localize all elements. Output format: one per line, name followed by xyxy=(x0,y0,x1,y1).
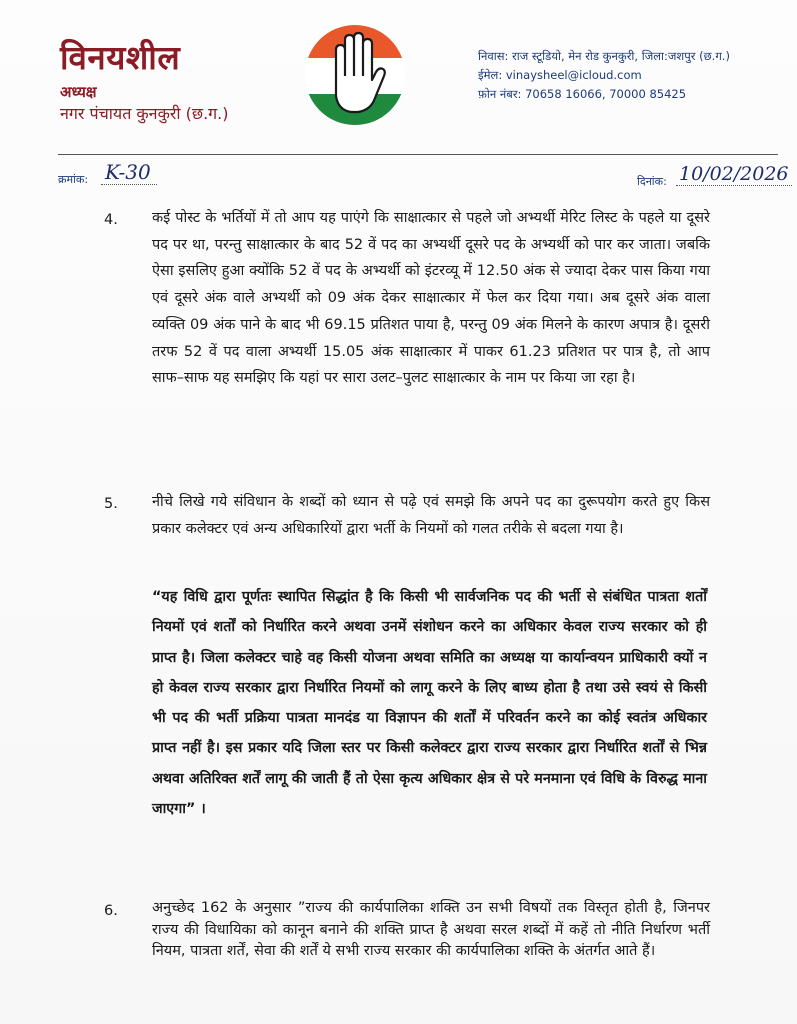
paragraph-number: 6. xyxy=(104,903,118,919)
sender-office: नगर पंचायत कुनकुरी (छ.ग.) xyxy=(60,104,229,123)
paragraph-number: 4. xyxy=(104,212,118,228)
sender-role: अध्यक्ष xyxy=(60,83,97,101)
paragraph-text: नीचे लिखे गये संविधान के शब्दों को ध्यान से पढ़े एवं समझे कि अपने पद का दुरूपयोग करते हुए किस प्रकार कलेक्टर एवं अन्य अधिकारियों द्वारा भर्ती के नियमों को गलत तरीके से बदला गया है। xyxy=(152,494,710,537)
phone-line: फ़ोन नंबर: 70658 16066, 70000 85425 xyxy=(478,87,687,101)
email-value: vinaysheel@icloud.com xyxy=(505,68,642,82)
email-line: ईमेल: vinaysheel@icloud.com xyxy=(478,68,642,82)
paragraph-text: कई पोस्ट के भर्तियों में तो आप यह पाएंगे कि साक्षात्कार से पहले जो अभ्यर्थी मेरिट लिस्ट के पहले या दूसरे पद पर था, परन्तु साक्षात्कार के बाद 52 वें पद का अभ्यर्थी दूसरे पद के अभ्यर्थी को पार कर जाता। जबकि ऐसा इसलिए हुआ क्योंकि 52 वें पद के अभ्यर्थी को इंटरव्यू में 12.50 अंक से ज्यादा देकर पास किया गया एवं दूसरे अंक वाले अभ्यर्थी को 09 अंक देकर साक्षात्कार में फेल कर दिया गया। अब दूसरे अंक वाला व्यक्ति 09 अंक पाने के बाद भी 69.15 प्रतिशत पाया है, परन्तु 09 अंक मिलने के कारण अपात्र है। दूसरी तरफ 52 वें पद वाला अभ्यर्थी 15.05 अंक साक्षात्कार में पाकर 61.23 प्रतिशत पर पात्र है, तो आप साफ–साफ यह समझिए कि यहां पर सारा उलट–पुलट साक्षात्कार के नाम पर किया जा रहा है। xyxy=(152,210,710,387)
address-line: निवास: राज स्टूडियो, मेन रोड कुनकुरी, जिला:जशपुर (छ.ग.) xyxy=(478,49,730,63)
phone-value: 70658 16066, 70000 85425 xyxy=(525,87,687,101)
ref-value: K-30 xyxy=(101,160,157,185)
paragraph-number: 5. xyxy=(104,496,118,512)
sender-name: विनयशील xyxy=(60,38,181,77)
congress-hand-logo-icon xyxy=(303,20,407,130)
date-label: दिनांक: xyxy=(637,175,667,188)
paragraph-text: अनुच्छेद 162 के अनुसार ”राज्य की कार्यपालिका शक्ति उन सभी विषयों तक विस्तृत होती है, जिनपर राज्य की विधायिका को कानून बनाने की शक्ति प्राप्त है अथवा सरल शब्दों में कहें तो नीति निर्धारण भर्ती नियम, पात्रता शर्तें, सेवा की शर्तें ये सभी राज्य सरकार की कार्यपालिका शक्ति के अंतर्गत आते हैं। xyxy=(152,900,710,960)
date-value: 10/02/2026 xyxy=(676,163,792,186)
ref-label: क्रमांक: xyxy=(58,173,89,186)
constitution-quote: “यह विधि द्वारा पूर्णतः स्थापित सिद्धांत है कि किसी भी सार्वजनिक पद की भर्ती से संबंधित पात्रता शर्तों नियमों एवं शर्तों को निर्धारित करने अथवा उनमें संशोधन करने का अधिकार केवल राज्य सरकार को ही प्राप्त है। जिला कलेक्टर चाहे वह किसी योजना अथवा समिति का अध्यक्ष या कार्यान्वयन प्राधिकारी क्यों न हो केवल राज्य सरकार द्वारा निर्धारित नियमों को लागू करने के लिए बाध्य होता है तथा उसे स्वयं से किसी भी पद की भर्ती प्रक्रिया पात्रता मानदंड या विज्ञापन की शर्तों में परिवर्तन करने का कोई स्वतंत्र अधिकार प्राप्त नहीं है। इस प्रकार यदि जिला स्तर पर किसी कलेक्टर द्वारा राज्य सरकार द्वारा निर्धारित शर्तों से भिन्न अथवा अतिरिक्त शर्तें लागू की जाती हैं तो ऐसा कृत्य अधिकार क्षेत्र से परे मनमाना एवं विधि के विरुद्ध माना जाएगा” । xyxy=(152,589,707,818)
contact-block xyxy=(478,47,730,104)
header-divider xyxy=(58,154,778,155)
